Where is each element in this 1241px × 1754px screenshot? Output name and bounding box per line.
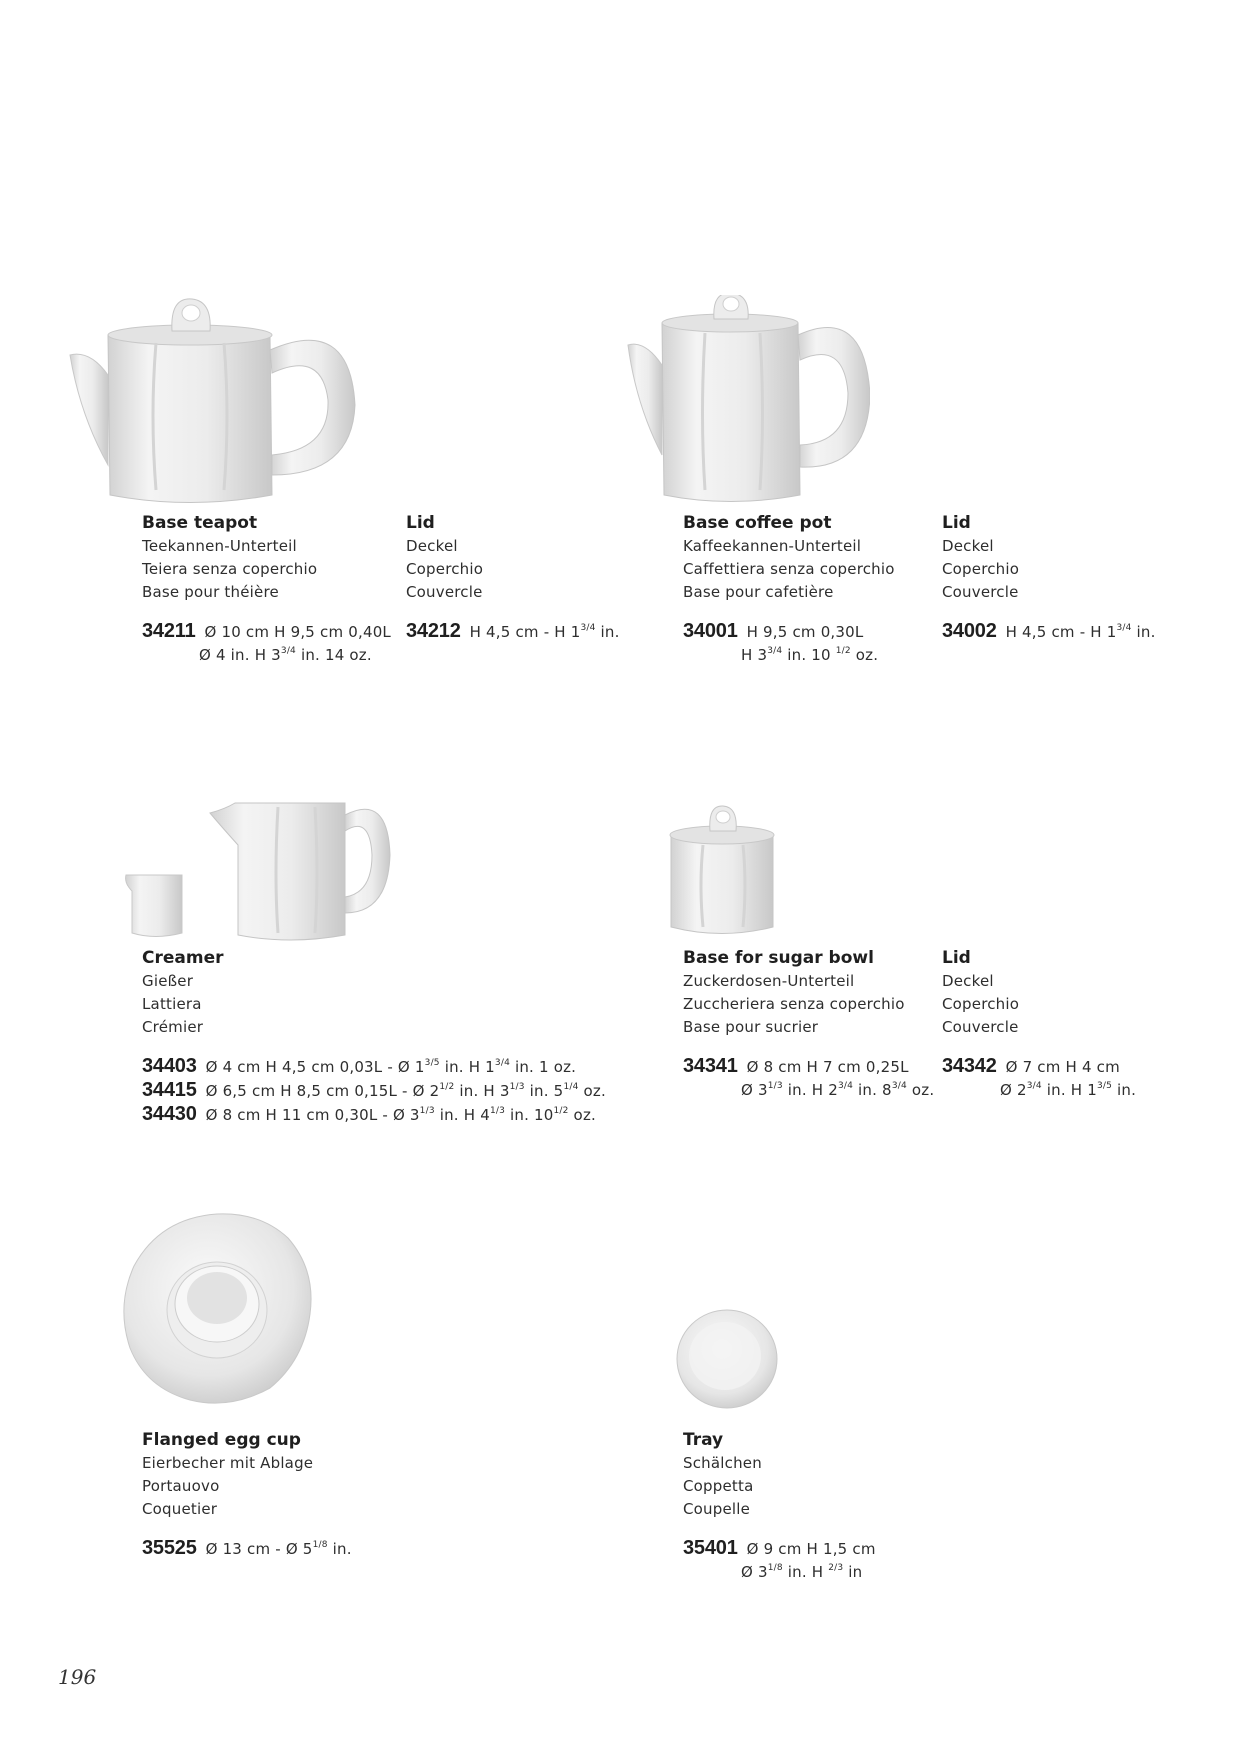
product-tray bbox=[683, 1429, 876, 1584]
product-name-it: Portauovo bbox=[142, 1477, 220, 1495]
article-code: 34001 bbox=[683, 620, 738, 642]
product-name-it: Zuccheriera senza coperchio bbox=[683, 995, 905, 1013]
product-name-fr: Couvercle bbox=[406, 583, 483, 601]
product-base-coffee-pot bbox=[683, 512, 895, 667]
article-code: 34212 bbox=[406, 620, 461, 642]
teapot-image bbox=[60, 295, 370, 510]
page-number: 196 bbox=[58, 1665, 97, 1689]
egg-cup-image bbox=[120, 1210, 315, 1410]
product-base-sugar-bowl bbox=[683, 947, 934, 1102]
product-spec: 34001 H 9,5 cm 0,30L H $3^{3/4}$ in. 10 $^{1/2}$ oz. bbox=[683, 620, 879, 664]
product-base-teapot bbox=[142, 512, 391, 667]
article-code: 34430 bbox=[142, 1103, 197, 1125]
product-name-it: Coperchio bbox=[942, 995, 1020, 1013]
product-name-de: Deckel bbox=[942, 537, 994, 555]
product-spec: 35525 Ø 13 cm - Ø $5^{1/8}$ in. bbox=[142, 1537, 352, 1559]
product-name-fr: Coupelle bbox=[683, 1500, 751, 1518]
product-name-de: Teekannen-Unterteil bbox=[142, 537, 297, 555]
creamers-image bbox=[120, 795, 400, 945]
product-title: Lid bbox=[406, 513, 435, 533]
product-name-fr: Base pour théière bbox=[142, 583, 279, 601]
product-title: Base coffee pot bbox=[683, 513, 832, 533]
product-flanged-egg-cup bbox=[142, 1429, 352, 1561]
product-spec: 34002 H 4,5 cm - H $1^{3/4}$ in. bbox=[942, 620, 1156, 642]
sugar-bowl-image bbox=[665, 805, 780, 940]
product-spec: 35401 Ø 9 cm H 1,5 cm Ø $3^{1/8}$ in. H $^{2/3}$ in bbox=[683, 1537, 876, 1581]
product-name-fr: Coquetier bbox=[142, 1500, 218, 1518]
product-spec: 34341 Ø 8 cm H 7 cm 0,25L Ø $3^{1/3}$ in. H $2^{3/4}$ in. $8^{3/4}$ oz. bbox=[683, 1055, 935, 1099]
product-lid-teapot bbox=[406, 512, 620, 644]
product-lid-sugar-bowl bbox=[942, 947, 1136, 1102]
product-spec: 34212 H 4,5 cm - H $1^{3/4}$ in. bbox=[406, 620, 620, 642]
product-lid-coffee-pot bbox=[942, 512, 1156, 644]
product-spec: 34430 Ø 8 cm H 11 cm 0,30L - Ø $3^{1/3}$ in. H $4^{1/3}$ in. $10^{1/2}$ oz. bbox=[142, 1103, 596, 1125]
coffee-pot-image bbox=[620, 295, 870, 510]
product-spec: 34342 Ø 7 cm H 4 cm Ø $2^{3/4}$ in. H $1^{3/5}$ in. bbox=[942, 1055, 1137, 1099]
product-spec: 34415 Ø 6,5 cm H 8,5 cm 0,15L - Ø $2^{1/2}$ in. H $3^{1/3}$ in. $5^{1/4}$ oz. bbox=[142, 1079, 606, 1101]
product-title: Tray bbox=[683, 1430, 724, 1450]
product-name-de: Deckel bbox=[942, 972, 994, 990]
product-name-fr: Base pour sucrier bbox=[683, 1018, 819, 1036]
product-title: Lid bbox=[942, 513, 971, 533]
product-title: Base for sugar bowl bbox=[683, 948, 874, 968]
product-name-it: Coperchio bbox=[942, 560, 1020, 578]
product-name-it: Coperchio bbox=[406, 560, 484, 578]
product-name-de: Deckel bbox=[406, 537, 458, 555]
tray-image bbox=[675, 1308, 780, 1411]
product-name-it: Coppetta bbox=[683, 1477, 754, 1495]
article-code: 34002 bbox=[942, 620, 997, 642]
article-code: 35401 bbox=[683, 1537, 738, 1559]
product-name-de: Gießer bbox=[142, 972, 194, 990]
article-code: 34415 bbox=[142, 1079, 197, 1101]
product-title: Flanged egg cup bbox=[142, 1430, 301, 1450]
product-name-de: Kaffeekannen-Unterteil bbox=[683, 537, 862, 555]
product-name-fr: Couvercle bbox=[942, 1018, 1019, 1036]
product-spec: 34403 Ø 4 cm H 4,5 cm 0,03L - Ø $1^{3/5}$ in. H $1^{3/4}$ in. 1 oz. bbox=[142, 1055, 577, 1077]
product-title: Creamer bbox=[142, 948, 224, 968]
article-code: 34341 bbox=[683, 1055, 738, 1077]
product-name-it: Teiera senza coperchio bbox=[142, 560, 318, 578]
product-name-it: Caffettiera senza coperchio bbox=[683, 560, 895, 578]
product-title: Base teapot bbox=[142, 513, 258, 533]
product-spec: 34211 Ø 10 cm H 9,5 cm 0,40L Ø 4 in. H $3^{3/4}$ in. 14 oz. bbox=[142, 620, 391, 664]
product-name-fr: Crémier bbox=[142, 1018, 204, 1036]
product-name-de: Schälchen bbox=[683, 1454, 762, 1472]
article-code: 34211 bbox=[142, 620, 196, 642]
product-name-de: Eierbecher mit Ablage bbox=[142, 1454, 314, 1472]
product-name-fr: Couvercle bbox=[942, 583, 1019, 601]
product-name-it: Lattiera bbox=[142, 995, 202, 1013]
product-name-fr: Base pour cafetière bbox=[683, 583, 834, 601]
article-code: 35525 bbox=[142, 1537, 197, 1559]
article-code: 34403 bbox=[142, 1055, 197, 1077]
article-code: 34342 bbox=[942, 1055, 997, 1077]
product-creamer bbox=[142, 947, 606, 1127]
product-name-de: Zuckerdosen-Unterteil bbox=[683, 972, 855, 990]
product-title: Lid bbox=[942, 948, 971, 968]
